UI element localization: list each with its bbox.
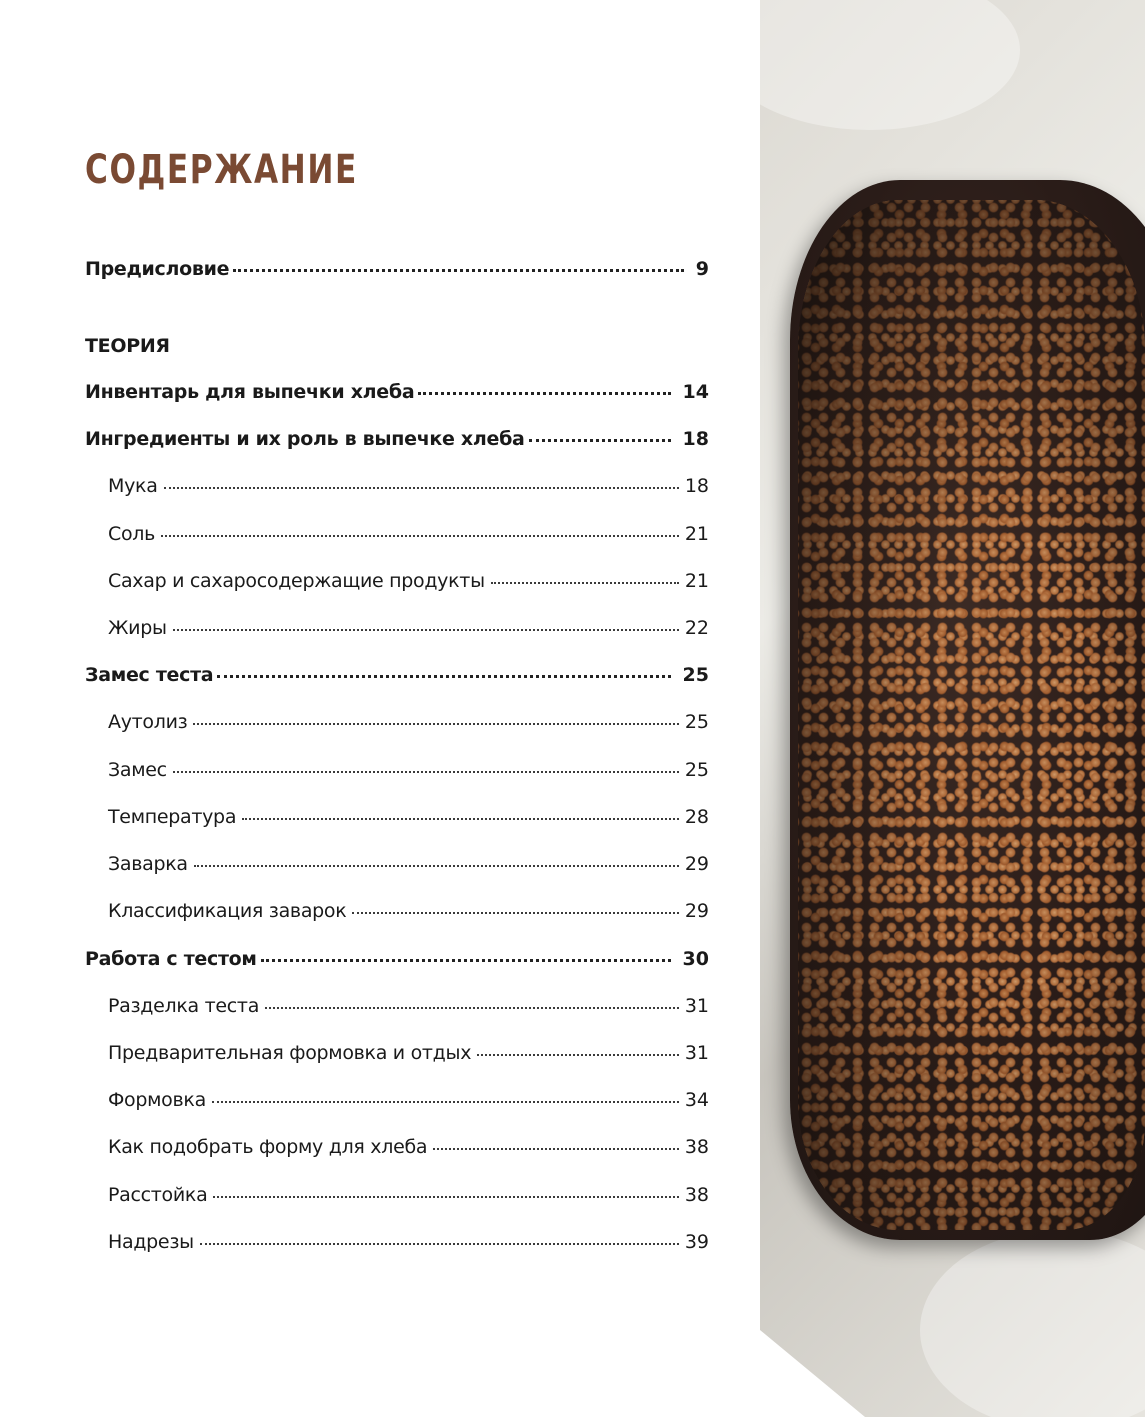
toc-entry-sub[interactable] xyxy=(108,475,709,507)
toc-entry-sub[interactable] xyxy=(108,759,709,791)
dot-leader xyxy=(433,1148,679,1150)
toc-page-number: 25 xyxy=(684,711,709,733)
toc-entry-sub[interactable] xyxy=(108,1184,709,1216)
dot-leader xyxy=(173,629,679,631)
toc-page-number: 18 xyxy=(682,428,709,450)
dot-leader xyxy=(233,269,684,272)
toc-entry-label: Соль xyxy=(108,523,156,545)
toc-page-number: 25 xyxy=(684,759,709,781)
toc-entry-label: Как подобрать форму для хлеба xyxy=(108,1136,428,1158)
toc-entry-sub[interactable] xyxy=(108,1136,709,1168)
toc-page-number: 39 xyxy=(684,1231,709,1253)
toc-page-number: 29 xyxy=(684,853,709,875)
toc-entry-label: Предисловие xyxy=(85,258,230,280)
toc-entry-sub[interactable] xyxy=(108,900,709,932)
toc-entry-label: Надрезы xyxy=(108,1231,194,1253)
toc-entry-label: Формовка xyxy=(108,1089,206,1111)
bread-photo xyxy=(760,0,1145,1417)
toc-entry-main[interactable] xyxy=(85,428,709,460)
toc-entry-sub[interactable] xyxy=(108,570,709,602)
toc-entry-sub[interactable] xyxy=(108,853,709,885)
toc-entry-sub[interactable] xyxy=(108,806,709,838)
toc-entry-label: Мука xyxy=(108,475,158,497)
dot-leader xyxy=(352,912,678,914)
toc-entry-main[interactable] xyxy=(85,948,709,980)
dot-leader xyxy=(173,771,679,773)
toc-page-number: 21 xyxy=(684,570,709,592)
toc-page-number: 29 xyxy=(684,900,709,922)
toc-entry-label: Ингредиенты и их роль в выпечке хлеба xyxy=(85,428,525,450)
dot-leader xyxy=(200,1243,679,1245)
toc-entry-label: Аутолиз xyxy=(108,711,188,733)
dot-leader xyxy=(529,439,671,442)
toc-page-number: 31 xyxy=(684,1042,709,1064)
toc-entry-sub[interactable] xyxy=(108,1089,709,1121)
dot-leader xyxy=(164,487,679,489)
page-title: СОДЕРЖАНИЕ xyxy=(85,147,358,193)
toc-entry-sub[interactable] xyxy=(108,711,709,743)
toc-entry-label: Разделка теста xyxy=(108,995,260,1017)
toc-entry-label: Инвентарь для выпечки хлеба xyxy=(85,381,415,403)
section-heading-label: ТЕОРИЯ xyxy=(85,335,170,357)
toc-entry-preface[interactable] xyxy=(85,258,709,290)
toc-page-number: 31 xyxy=(684,995,709,1017)
toc-page-number: 38 xyxy=(684,1184,709,1206)
toc-entry-label: Предварительная формовка и отдых xyxy=(108,1042,472,1064)
dot-leader xyxy=(261,959,671,962)
toc-page-number: 30 xyxy=(682,948,709,970)
toc-page-number: 9 xyxy=(695,258,709,280)
toc-entry-label: Замес xyxy=(108,759,167,781)
toc-entry-label: Работа с тестом xyxy=(85,948,257,970)
dot-leader xyxy=(194,865,679,867)
dot-leader xyxy=(265,1007,679,1009)
toc-page-number: 28 xyxy=(684,806,709,828)
toc-page-number: 18 xyxy=(684,475,709,497)
toc-entry-label: Классификация заварок xyxy=(108,900,347,922)
toc-page-number: 34 xyxy=(684,1089,709,1111)
toc-entry-label: Жиры xyxy=(108,617,167,639)
toc-entry-sub[interactable] xyxy=(108,995,709,1027)
toc-entry-sub[interactable] xyxy=(108,617,709,649)
dot-leader xyxy=(217,675,670,678)
dot-leader xyxy=(477,1054,679,1056)
toc-page-number: 22 xyxy=(684,617,709,639)
dot-leader xyxy=(242,818,679,820)
toc-entry-label: Температура xyxy=(108,806,237,828)
toc-entry-label: Замес теста xyxy=(85,664,214,686)
toc-entry-sub[interactable] xyxy=(108,1042,709,1074)
dot-leader xyxy=(418,392,670,395)
bread-shadow xyxy=(798,200,1145,1230)
toc-page-number: 21 xyxy=(684,523,709,545)
toc-page-number: 38 xyxy=(684,1136,709,1158)
toc-entry-sub[interactable] xyxy=(108,523,709,555)
toc-page-number: 14 xyxy=(682,381,709,403)
dot-leader xyxy=(213,1196,678,1198)
toc-entry-main[interactable] xyxy=(85,381,709,413)
section-heading-theory xyxy=(85,335,709,367)
toc-entry-label: Заварка xyxy=(108,853,188,875)
dot-leader xyxy=(212,1101,679,1103)
dot-leader xyxy=(491,582,679,584)
toc-page-number: 25 xyxy=(682,664,709,686)
toc-entry-sub[interactable] xyxy=(108,1231,709,1263)
toc-entry-label: Расстойка xyxy=(108,1184,208,1206)
dot-leader xyxy=(193,723,678,725)
dot-leader xyxy=(161,535,679,537)
toc-entry-main[interactable] xyxy=(85,664,709,696)
toc-entry-label: Сахар и сахаросодержащие продукты xyxy=(108,570,485,592)
